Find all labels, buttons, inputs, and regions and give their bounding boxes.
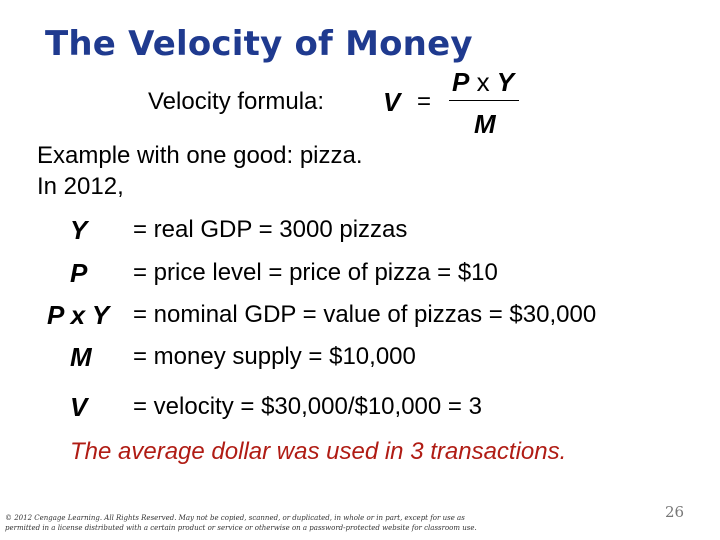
example-intro: Example with one good: pizza. [37, 142, 363, 169]
numerator-y: Y [496, 67, 515, 97]
slide-title: The Velocity of Money [45, 24, 473, 64]
closing-statement: The average dollar was used in 3 transactions. [70, 438, 567, 465]
definition-symbol-pxy: P x Y [47, 300, 110, 330]
definition-text-p: = price level = price of pizza = $10 [133, 259, 498, 286]
definition-symbol-p: P [70, 258, 88, 288]
formula-equals: = [417, 88, 432, 115]
numerator-p: P [452, 67, 470, 97]
definition-text-v: = velocity = $30,000/$10,000 = 3 [133, 393, 482, 420]
copyright-notice [5, 513, 477, 533]
numerator-times: x [469, 67, 497, 97]
formula-numerator [452, 67, 514, 98]
copyright-line-1: © 2012 Cengage Learning. All Rights Reserved. May not be copied, scanned, or duplicated, in whole or in part, except for use as [5, 514, 465, 522]
formula-lhs: V [383, 87, 401, 117]
definition-symbol-y: Y [70, 215, 88, 245]
fraction-bar [449, 100, 519, 101]
definition-symbol-v: V [70, 392, 88, 422]
formula-denominator: M [474, 109, 496, 139]
definition-text-pxy: = nominal GDP = value of pizzas = $30,000 [133, 301, 597, 328]
definition-text-y: = real GDP = 3000 pizzas [133, 216, 408, 243]
page-number: 26 [665, 503, 685, 521]
formula-label: Velocity formula: [148, 88, 325, 115]
example-year: In 2012, [37, 173, 124, 200]
copyright-line-2: permitted in a license distributed with a certain product or service or otherwise on a password-protected website for classroom use. [5, 524, 477, 532]
definition-text-m: = money supply = $10,000 [133, 343, 416, 370]
definition-symbol-m: M [70, 342, 92, 372]
